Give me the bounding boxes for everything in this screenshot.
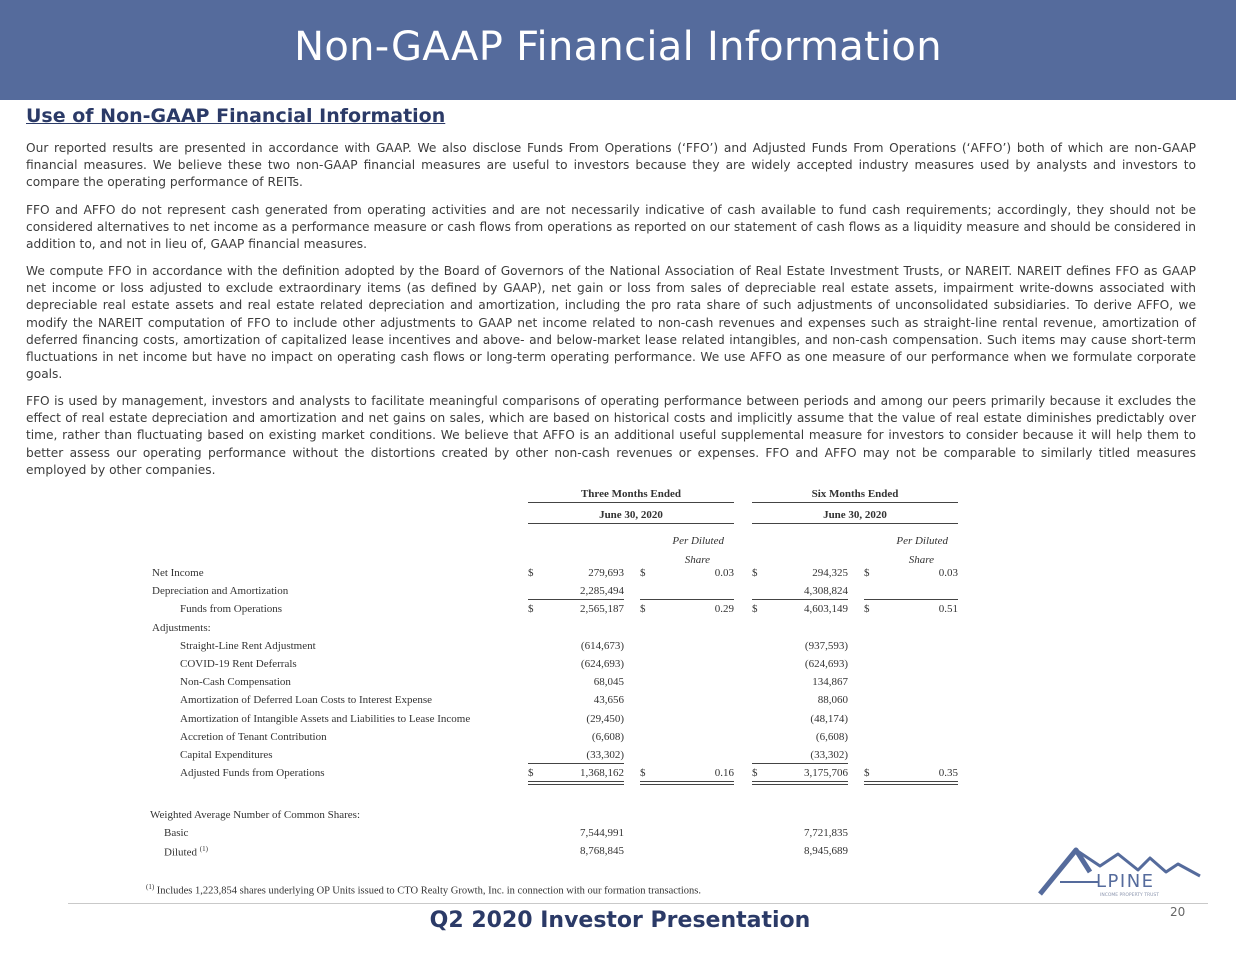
header-rule xyxy=(752,523,958,524)
currency-sign: $ xyxy=(528,767,534,779)
title-banner xyxy=(0,0,1236,100)
paragraph-3: We compute FFO in accordance with the definition adopted by the Board of Governors of the National Association of Real Estate Investment Trusts, or NAREIT. NAREIT defines FFO as GAAP net income or loss adjusted to exclude extraordinary items (as defined by GAAP), net gain or loss from sales of depreciable real estate assets, impairment write-downs associated with depreciable real estate assets and real estate related depreciation and amortization, including the pro rata share of such adjustments of unconsolidated subsidiaries. To derive AFFO, we modify the NAREIT computation of FFO to include other adjustments to GAAP net income related to non-cash revenues and expenses such as straight-line rental revenue, amortization of deferred financing costs, amortization of capitalized lease incentives and above- and below-market lease related intangibles, and non-cash compensation. Such items may cause short-term fluctuations in net income but have no impact on operating cash flows or long-term operating performance. We use AFFO as one measure of our performance when we formulate corporate goals. xyxy=(26,264,1196,382)
total-double-rule xyxy=(864,784,958,785)
per-share-header-y-2: Share xyxy=(908,554,934,566)
cell-six-month-per-share: 0.35 xyxy=(938,767,958,779)
shares-diluted-q: 8,768,845 xyxy=(580,845,624,857)
cell-three-month-amount: (624,693) xyxy=(580,658,624,670)
cell-three-month-amount: (29,450) xyxy=(586,713,624,725)
header-rule xyxy=(528,523,734,524)
currency-sign: $ xyxy=(752,603,758,615)
table-row-label: COVID-19 Rent Deferrals xyxy=(180,658,297,670)
table-row-label: Adjustments: xyxy=(152,622,211,634)
subtotal-rule xyxy=(752,763,848,764)
total-double-rule xyxy=(640,781,734,782)
currency-sign: $ xyxy=(640,567,646,579)
cell-six-month-amount: (33,302) xyxy=(810,749,848,761)
cell-six-month-amount: 294,325 xyxy=(812,567,848,579)
header-rule xyxy=(528,502,734,503)
logo-wordmark: LPINE xyxy=(1096,871,1155,892)
currency-sign: $ xyxy=(864,603,870,615)
footer-title: Q2 2020 Investor Presentation xyxy=(429,908,811,933)
total-double-rule xyxy=(752,781,848,782)
table-row-label: Non-Cash Compensation xyxy=(180,676,291,688)
page-number: 20 xyxy=(1170,905,1186,919)
col-group-period-three-months: June 30, 2020 xyxy=(599,509,663,521)
cell-three-month-per-share: 0.03 xyxy=(714,567,734,579)
shares-title: Weighted Average Number of Common Shares: xyxy=(150,809,360,821)
table-row-label: Net Income xyxy=(152,567,204,579)
cell-six-month-per-share: 0.51 xyxy=(938,603,958,615)
total-double-rule xyxy=(864,781,958,782)
alpine-logo xyxy=(1038,842,1208,902)
cell-six-month-amount: (6,608) xyxy=(815,731,848,743)
shares-diluted-y: 8,945,689 xyxy=(804,845,848,857)
table-row-label: Accretion of Tenant Contribution xyxy=(180,731,327,743)
subtotal-rule xyxy=(752,599,848,600)
cell-six-month-amount: (624,693) xyxy=(804,658,848,670)
cell-six-month-amount: 4,308,824 xyxy=(804,585,848,597)
shares-basic-label: Basic xyxy=(164,827,189,839)
cell-three-month-amount: (33,302) xyxy=(586,749,624,761)
section-title: Use of Non-GAAP Financial Information xyxy=(26,105,446,127)
cell-six-month-amount: (48,174) xyxy=(810,713,848,725)
subtotal-rule xyxy=(640,599,734,600)
currency-sign: $ xyxy=(864,567,870,579)
cell-six-month-amount: 134,867 xyxy=(812,676,848,688)
per-share-header-y: Per Diluted xyxy=(896,535,948,547)
paragraph-1: Our reported results are presented in accordance with GAAP. We also disclose Funds From Operations (‘FFO’) and Adjusted Funds From Operations (‘AFFO’) both of which are non-GAAP financial measures. We believe these two non-GAAP financial measures are useful to investors because they are widely accepted industry measures used by analysts and investors to compare the operating performance of REITs. xyxy=(26,141,1196,190)
total-double-rule xyxy=(528,784,624,785)
cell-three-month-per-share: 0.16 xyxy=(714,767,734,779)
shares-diluted-row-label xyxy=(164,845,208,859)
cell-six-month-amount: 88,060 xyxy=(817,694,848,706)
subtotal-rule xyxy=(528,599,624,600)
currency-sign: $ xyxy=(864,767,870,779)
paragraph-4: FFO is used by management, investors and analysts to facilitate meaningful comparisons of operating performance between periods and among our peers primarily because it excludes the effect of real estate depreciation and amortization and net gains on sales, which are based on historical costs and implicitly assume that the value of real estate diminishes predictably over time, rather than fluctuating based on existing market conditions. We believe that AFFO is an additional useful supplemental measure for investors to consider because it will help them to better assess our operating performance without the distortions created by other non-cash revenues or expenses. FFO and AFFO may not be comparable to similarly titled measures employed by other companies. xyxy=(26,394,1196,477)
col-group-period-six-months: June 30, 2020 xyxy=(823,509,887,521)
header-rule xyxy=(752,502,958,503)
subtotal-rule xyxy=(528,763,624,764)
currency-sign: $ xyxy=(528,603,534,615)
cell-six-month-amount: 4,603,149 xyxy=(804,603,848,615)
shares-basic-y: 7,721,835 xyxy=(804,827,848,839)
currency-sign: $ xyxy=(640,767,646,779)
currency-sign: $ xyxy=(528,567,534,579)
mountain-logo-icon xyxy=(1038,842,1208,902)
currency-sign: $ xyxy=(752,567,758,579)
cell-three-month-amount: 68,045 xyxy=(593,676,624,688)
table-row-label: Capital Expenditures xyxy=(180,749,273,761)
page-title: Non-GAAP Financial Information xyxy=(294,24,942,70)
cell-three-month-amount: 43,656 xyxy=(593,694,624,706)
footnote-mark: (1) xyxy=(146,883,155,891)
currency-sign: $ xyxy=(640,603,646,615)
cell-three-month-amount: 1,368,162 xyxy=(580,767,624,779)
cell-six-month-amount: 3,175,706 xyxy=(804,767,848,779)
shares-basic-q: 7,544,991 xyxy=(580,827,624,839)
cell-six-month-amount: (937,593) xyxy=(804,640,848,652)
cell-six-month-per-share: 0.03 xyxy=(938,567,958,579)
cell-three-month-amount: (6,608) xyxy=(591,731,624,743)
total-double-rule xyxy=(752,784,848,785)
footnote xyxy=(146,883,701,897)
cell-three-month-amount: (614,673) xyxy=(580,640,624,652)
cell-three-month-amount: 2,285,494 xyxy=(580,585,624,597)
subtotal-rule xyxy=(864,599,958,600)
per-share-header-q-2: Share xyxy=(684,554,710,566)
table-row-label: Funds from Operations xyxy=(180,603,283,615)
cell-three-month-per-share: 0.29 xyxy=(714,603,734,615)
cell-three-month-amount: 2,565,187 xyxy=(580,603,624,615)
col-group-title-six-months: Six Months Ended xyxy=(811,488,899,500)
total-double-rule xyxy=(640,784,734,785)
table-row-label: Depreciation and Amortization xyxy=(152,585,289,597)
table-row-label: Adjusted Funds from Operations xyxy=(180,767,325,779)
shares-diluted-label: Diluted xyxy=(164,846,197,859)
paragraph-2: FFO and AFFO do not represent cash generated from operating activities and are not necessarily indicative of cash available to fund cash requirements; accordingly, they should not be considered alternatives to net income as a performance measure or cash flows from operations as reported on our statement of cash flows as a liquidity measure and should be considered in addition to, and not in lieu of, GAAP financial measures. xyxy=(26,203,1196,252)
cell-three-month-amount: 279,693 xyxy=(588,567,624,579)
shares-diluted-footnote-mark: (1) xyxy=(199,845,208,853)
col-group-title-three-months: Three Months Ended xyxy=(580,488,682,500)
logo-tagline: INCOME PROPERTY TRUST xyxy=(1100,893,1159,898)
total-double-rule xyxy=(528,781,624,782)
footnote-text: Includes 1,223,854 shares underlying OP Units issued to CTO Realty Growth, Inc. in connection with our formation transactions. xyxy=(156,885,701,897)
footer-divider xyxy=(68,903,1208,904)
table-row-label: Straight-Line Rent Adjustment xyxy=(180,640,316,652)
per-share-header-q: Per Diluted xyxy=(672,535,724,547)
currency-sign: $ xyxy=(752,767,758,779)
table-row-label: Amortization of Deferred Loan Costs to Interest Expense xyxy=(180,694,433,706)
table-row-label: Amortization of Intangible Assets and Liabilities to Lease Income xyxy=(180,713,471,725)
